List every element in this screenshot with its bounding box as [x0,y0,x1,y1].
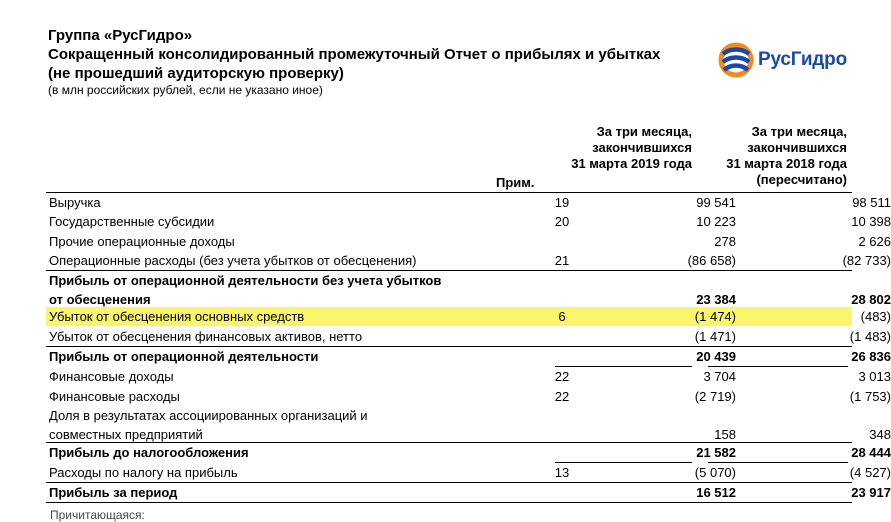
row-label [49,443,249,462]
row-label-line: Финансовые расходы [49,389,180,404]
value-2018: 3 013 [858,369,891,384]
value-2018: 28 444 [851,445,891,460]
row-note: 20 [554,214,570,229]
row-label-line: Операционные расходы (без учета убытков от обесценения) [49,253,417,268]
table-row [46,307,891,326]
column-header-line: За три месяца, [596,124,692,139]
row-label [49,251,416,270]
value-2018: 2 626 [858,234,891,249]
value-2018: 10 398 [851,214,891,229]
row-label [49,271,441,309]
row-note: 6 [558,309,566,324]
row-label-line: Убыток от обесценения основных средств [49,309,305,324]
row-label [49,483,177,502]
table-row [46,193,891,212]
row-label-line: Расходы по налогу на прибыль [49,465,238,480]
value-2018: 28 802 [851,292,891,307]
row-rule [46,270,852,271]
value-2018: (4 527) [849,465,891,480]
table-row [46,327,891,346]
row-label-line: Убыток от обесценения финансовых активов, нетто [49,329,363,344]
table-row [46,251,891,270]
column-header-note: Прим. [496,175,535,190]
table-row [46,463,891,482]
row-label-line: Государственные субсидии [49,214,215,229]
report-subtitle: (не прошедший аудиторскую проверку) [48,65,344,82]
column-header-line: закончившихся [592,140,692,155]
row-label-line: совместных предприятий [49,427,203,442]
value-2019: (1 471) [694,329,736,344]
row-label [49,406,368,444]
row-label [49,232,235,251]
row-label-line: Финансовые доходы [49,369,174,384]
row-label [49,387,180,406]
row-note: 22 [554,389,570,404]
report-header [48,26,660,98]
table-row [46,271,891,309]
table-row [46,232,891,251]
row-label [49,327,362,346]
row-note: 21 [554,253,570,268]
column-header-line: За три месяца, [751,124,847,139]
company-name: Группа «РусГидро» [48,27,193,44]
value-2019: (1 474) [694,309,736,324]
table-row [46,367,891,386]
table-row [46,443,891,462]
report-title: Сокращенный консолидированный промежуточный Отчет о прибылях и убытках [48,46,661,63]
logo-text: РусГидро [758,49,847,70]
row-rule [46,346,852,347]
column-header-line: 31 марта 2019 года [571,156,692,171]
row-note: 22 [554,369,570,384]
row-label-line: Прибыль за период [49,485,178,500]
column-header-line: 31 марта 2018 года [726,156,847,171]
rushydro-logo-icon [718,40,754,80]
row-label-line: Прибыль до налогообложения [49,445,249,460]
value-2019: 21 582 [696,445,736,460]
cut-off-line: Причитающаяся: [50,508,145,522]
row-label [49,463,238,482]
table-row [46,347,891,366]
value-2019: 278 [714,234,736,249]
value-2019: 16 512 [696,485,736,500]
row-label-line: от обесценения [49,292,151,307]
column-header-line: (пересчитано) [756,172,847,187]
row-label-line: Выручка [49,195,101,210]
value-2018: 98 511 [852,195,891,210]
row-label [49,367,174,386]
row-note: 13 [554,465,570,480]
row-label [49,193,101,212]
row-label [49,212,214,231]
table-row [46,483,891,502]
units-note: (в млн российских рублей, если не указано иное) [48,83,323,97]
value-2018: (82 733) [842,253,891,268]
value-2018: (1 483) [849,329,891,344]
row-label [49,347,318,366]
value-2019: 158 [714,427,736,442]
value-2018: 23 917 [851,485,891,500]
row-label [49,307,304,326]
value-2019: (5 070) [694,465,736,480]
table-row [46,387,891,406]
value-2018: (1 753) [849,389,891,404]
value-2018: 26 836 [851,349,891,364]
row-rule [46,442,852,443]
value-2019: 20 439 [696,349,736,364]
value-2019: 99 541 [696,195,736,210]
value-2018: (483) [860,309,891,324]
table-row [46,406,891,444]
column-header-line: закончившихся [747,140,847,155]
row-label-line: Прочие операционные доходы [49,234,235,249]
row-label-line: Доля в результатах ассоциированных организаций и [49,408,368,423]
row-label-line: Прибыль от операционной деятельности без учета убытков [49,273,442,288]
row-label-line: Прибыль от операционной деятельности [49,349,319,364]
row-rule [46,482,852,483]
value-2018: 348 [869,427,891,442]
value-2019: (86 658) [687,253,736,268]
total-rule [46,502,852,503]
column-header-2019 [553,124,692,172]
value-2019: 3 704 [703,369,736,384]
value-2019: 23 384 [696,292,736,307]
value-2019: 10 223 [696,214,736,229]
value-2019: (2 719) [694,389,736,404]
rushydro-logo [718,40,847,80]
column-header-2018 [705,124,847,188]
row-note: 19 [554,195,570,210]
table-row [46,212,891,231]
